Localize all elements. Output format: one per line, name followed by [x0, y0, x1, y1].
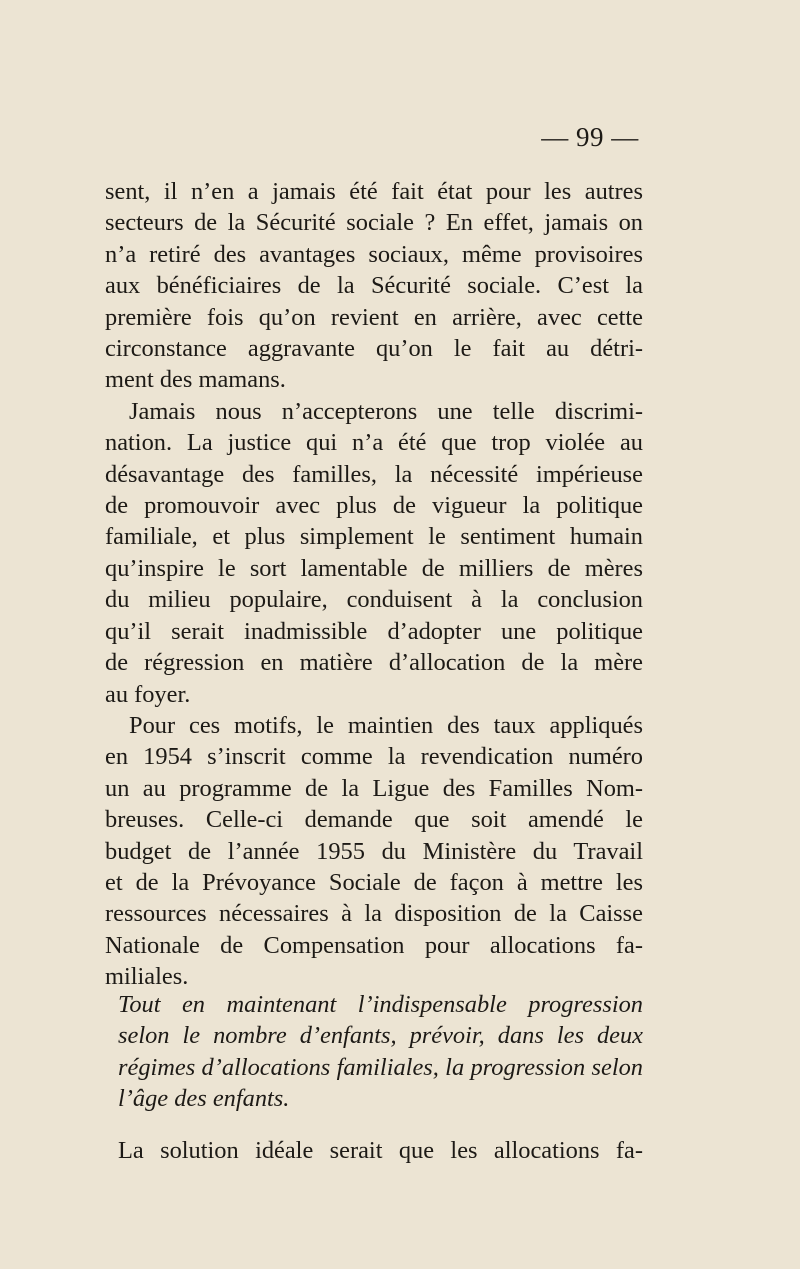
italic-line: l’âge des enfants.	[118, 1085, 290, 1113]
text-line: en 1954 s’inscrit comme la revendication numéro	[105, 743, 643, 771]
italic-line: Tout en maintenant l’indispensable progression	[118, 991, 643, 1018]
text-line: n’a retiré des avantages sociaux, même provisoires	[105, 240, 643, 268]
text-line: ment des mamans.	[105, 366, 286, 394]
text-line: de promouvoir avec plus de vigueur la politique	[105, 492, 643, 520]
text-line: ressources nécessaires à la disposition de la Caisse	[105, 900, 643, 928]
text-line: première fois qu’on revient en arrière, avec cette	[105, 303, 643, 331]
text-line: un au programme de la Ligue des Familles Nom-	[105, 774, 643, 802]
body-text	[105, 176, 643, 993]
text-line: circonstance aggravante qu’on le fait au détri-	[105, 335, 643, 363]
text-line: Pour ces motifs, le maintien des taux appliqués	[129, 711, 643, 739]
text-line: Jamais nous n’accepterons une telle discrimi-	[129, 397, 643, 425]
text-line: au foyer.	[105, 680, 191, 708]
italic-heading	[118, 989, 643, 1115]
text-line: budget de l’année 1955 du Ministère du Travail	[105, 837, 643, 865]
text-line: Nationale de Compensation pour allocations fa-	[105, 931, 643, 959]
text-line: sent, il n’en a jamais été fait état pour les autres	[105, 178, 643, 205]
text-line: et de la Prévoyance Sociale de façon à mettre les	[105, 868, 643, 896]
paragraph-2	[105, 396, 643, 710]
text-line: La solution idéale serait que les allocations fa-	[118, 1137, 643, 1164]
paragraph-1	[105, 176, 643, 396]
text-line: secteurs de la Sécurité sociale ? En effet, jamais on	[105, 209, 643, 237]
closing-paragraph	[118, 1135, 643, 1166]
text-line: breuses. Celle-ci demande que soit amendé le	[105, 806, 643, 834]
text-line: de régression en matière d’allocation de la mère	[105, 649, 643, 677]
paragraph-3	[105, 710, 643, 993]
text-line: du milieu populaire, conduisent à la conclusion	[105, 586, 643, 614]
text-line: miliales.	[105, 963, 189, 991]
page-number: — 99 —	[541, 122, 639, 152]
text-line: désavantage des familles, la nécessité impérieuse	[105, 460, 643, 488]
text-line: qu’il serait inadmissible d’adopter une politique	[105, 617, 643, 645]
text-line: aux bénéficiaires de la Sécurité sociale. C’est la	[105, 272, 643, 300]
text-line: familiale, et plus simplement le sentiment humain	[105, 523, 643, 551]
italic-line: selon le nombre d’enfants, prévoir, dans les deux	[118, 1022, 643, 1050]
text-line: qu’inspire le sort lamentable de milliers de mères	[105, 554, 643, 582]
text-line: nation. La justice qui n’a été que trop violée au	[105, 429, 643, 457]
italic-line: régimes d’allocations familiales, la progression selon	[118, 1053, 643, 1081]
